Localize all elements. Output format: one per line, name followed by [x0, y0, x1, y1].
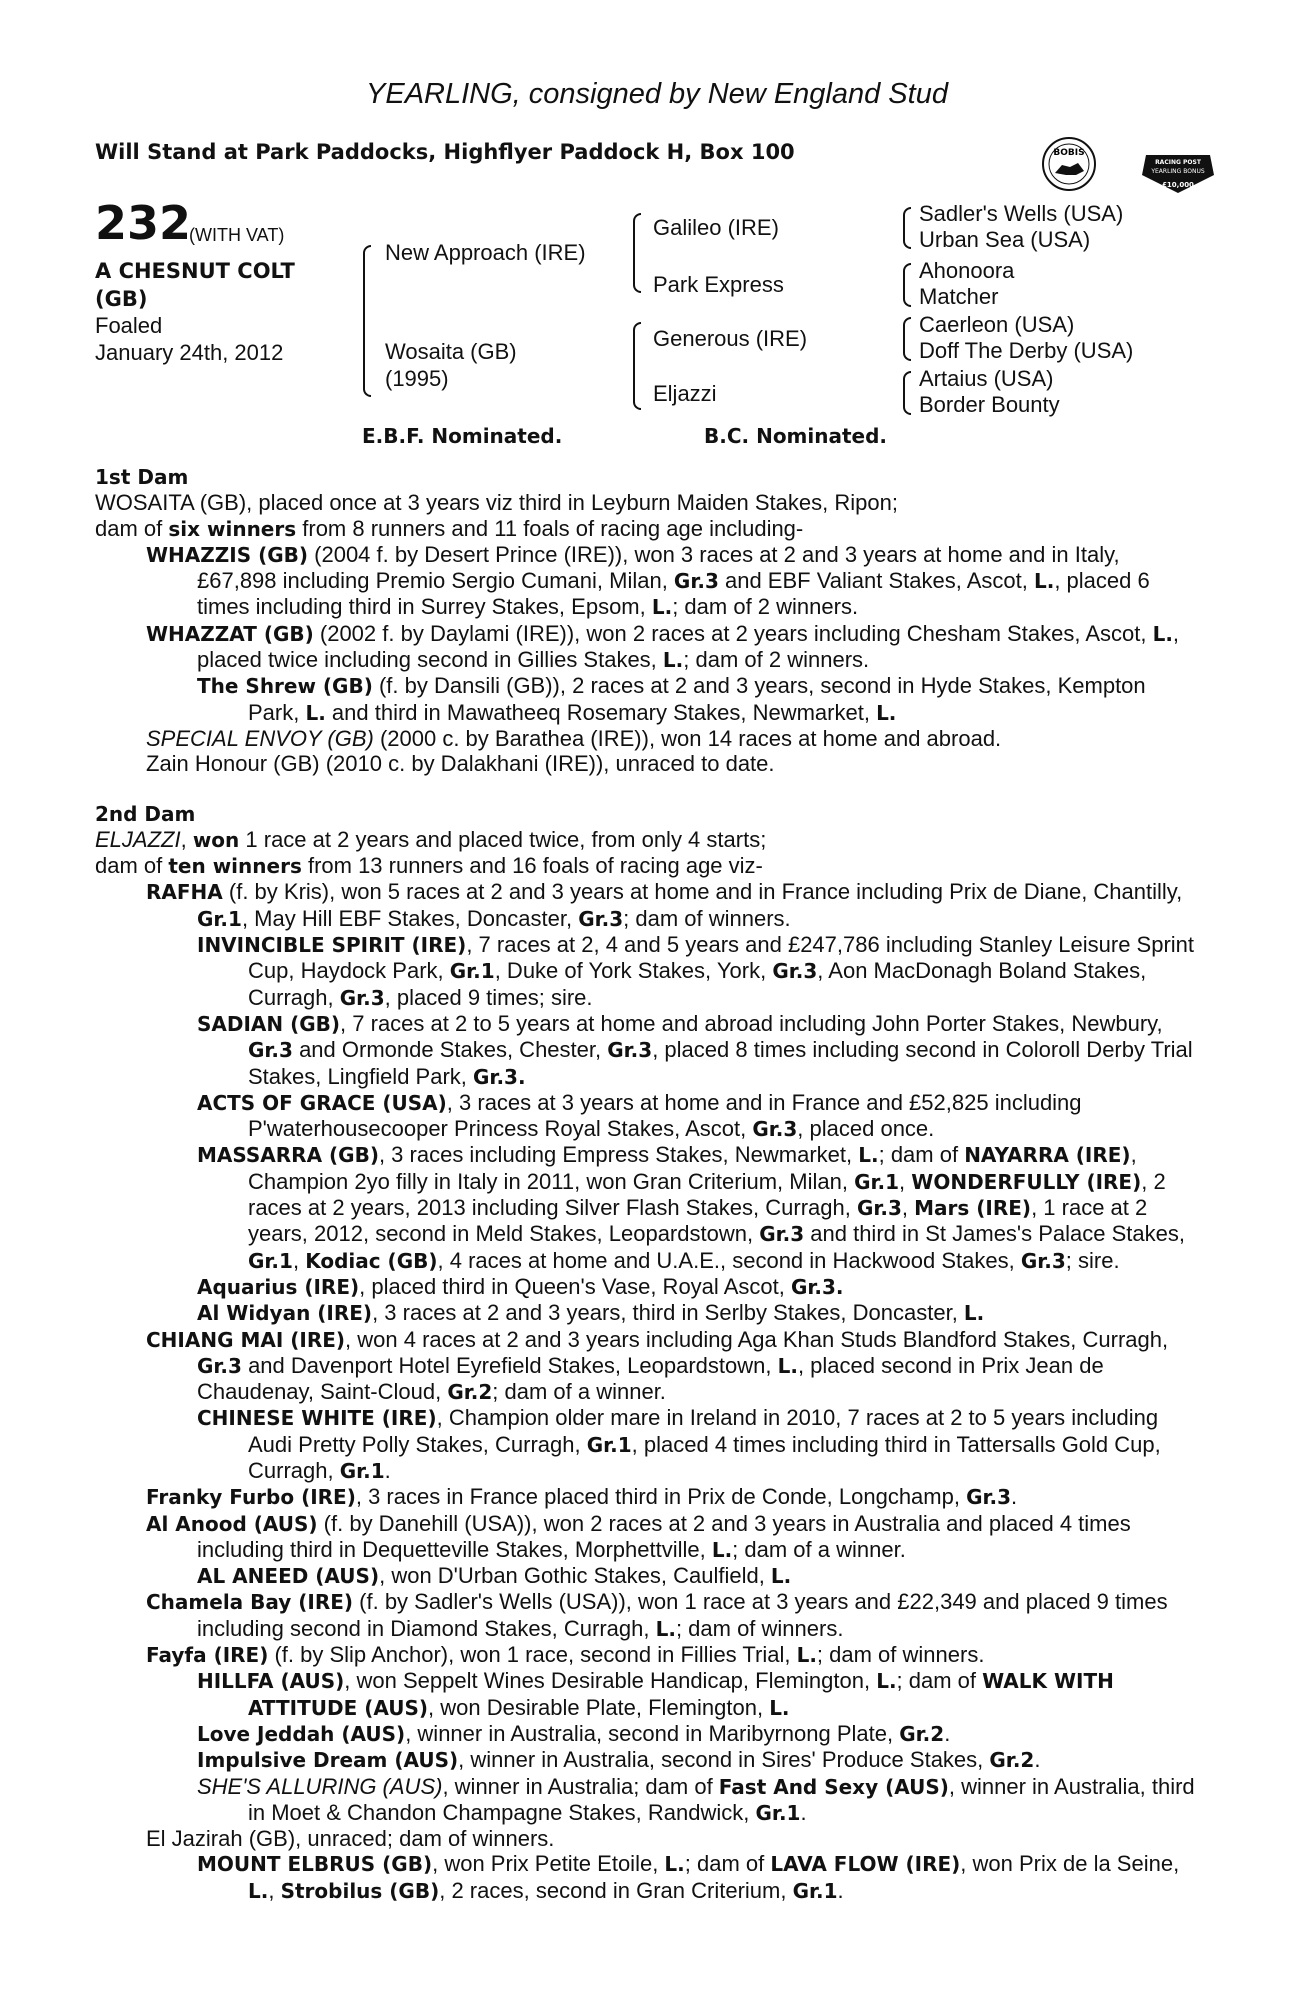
- entry-text: , May Hill EBF Stakes, Doncaster,: [241, 905, 579, 931]
- horse-name: Strobilus (GB): [280, 1878, 440, 1903]
- pedigree-ggs-8: Border Bounty: [919, 392, 1060, 417]
- entry-text: , placed second in Prix Jean de Chaudenay, Saint-Cloud,: [197, 1352, 1104, 1405]
- entry-text: , won Seppelt Wines Desirable Handicap, Flemington,: [344, 1668, 877, 1694]
- entry-text: , 1 race at 2 years, 2012, second in Meld Stakes, Leopardstown,: [248, 1195, 1148, 1247]
- bc-nominated: B.C. Nominated.: [704, 424, 888, 448]
- grade: Gr.3: [607, 1038, 653, 1063]
- grade: L.: [1152, 621, 1173, 646]
- grade: Gr.3: [772, 959, 818, 984]
- intro-text: dam of: [95, 515, 169, 541]
- horse-name: RAFHA: [146, 880, 223, 905]
- lot-description: [95, 257, 295, 313]
- entry-text: ,: [899, 1168, 912, 1194]
- bobis-logo: [1040, 135, 1098, 193]
- grade: L.: [248, 1878, 269, 1903]
- pedigree-gs1: Galileo (IRE): [653, 215, 779, 240]
- grade: Gr.1: [792, 1878, 838, 1903]
- entry-text: ,: [292, 1247, 306, 1273]
- grade: Gr.3: [248, 1038, 293, 1063]
- grade: L.: [305, 700, 326, 725]
- ebf-nominated: E.B.F. Nominated.: [362, 424, 563, 448]
- pedigree-ggs-1: Sadler's Wells (USA): [919, 201, 1124, 226]
- grade: L.: [876, 1669, 897, 1694]
- pedigree-brace-g1: [903, 207, 911, 249]
- grade: Gr.3: [578, 906, 624, 931]
- entry-text: , 3 races in France placed third in Prix de Conde, Longchamp,: [355, 1484, 967, 1510]
- pedigree-gs2: Generous (IRE): [653, 326, 808, 351]
- foaled-block: [95, 312, 283, 366]
- grade: L.: [858, 1143, 879, 1168]
- grade: Gr.1: [248, 1248, 293, 1273]
- produce-entry: [146, 1484, 1195, 1510]
- produce-entry: [146, 751, 1195, 776]
- grade: L.: [1033, 569, 1055, 594]
- grade: Gr.1: [586, 1432, 632, 1457]
- grade: Gr.3: [673, 569, 719, 594]
- entry-text: , winner in Australia, third in Moet & Chandon Champagne Stakes, Randwick,: [248, 1773, 1195, 1825]
- produce-entry: [146, 621, 1195, 674]
- horse-name: HILLFA (AUS): [197, 1669, 345, 1694]
- entry-text: , 4 races at home and U.A.E., second in Hackwood Stakes,: [437, 1247, 1021, 1273]
- entry-text: , 7 races at 2 to 5 years at home and abroad including John Porter Stakes, Newbury,: [340, 1010, 1163, 1036]
- bobis-text: BOBIS: [1053, 148, 1085, 158]
- horse-name: WONDERFULLY (IRE): [911, 1169, 1142, 1194]
- winners-count: ten winners: [168, 854, 302, 879]
- intro-text: 1 race at 2 years and placed twice, from only 4 starts;: [239, 826, 767, 852]
- horse-name: SPECIAL ENVOY (GB): [146, 725, 374, 751]
- produce-entry: [146, 879, 1195, 932]
- horse-name: CHIANG MAI (IRE): [146, 1327, 346, 1352]
- foaled-label: Foaled: [95, 313, 163, 338]
- entry-text: , placed twice including second in Gillies Stakes,: [197, 620, 1180, 673]
- produce-entry: [197, 1747, 1195, 1773]
- entry-text: ,: [268, 1877, 281, 1903]
- entry-text: Zain Honour (GB) (2010 c. by Dalakhani (IRE)), unraced to date.: [146, 751, 775, 777]
- entry-text: , winner in Australia, second in Maribyrnong Plate,: [405, 1720, 900, 1746]
- entry-text: , 2 races at 2 years, 2013 including Silver Flash Stakes, Curragh,: [248, 1168, 1166, 1221]
- produce-entry: [197, 1142, 1195, 1273]
- horse-name: NAYARRA (IRE): [964, 1143, 1131, 1168]
- produce-entry: [197, 1563, 1195, 1589]
- pedigree-dam: Wosaita (GB): [385, 339, 517, 364]
- grade: Gr.3.: [473, 1064, 526, 1089]
- page-title: YEARLING, consigned by New England Stud: [366, 78, 948, 110]
- grade: Gr.3: [1020, 1248, 1066, 1273]
- entry-text: (2002 f. by Daylami (IRE)), won 2 races at 2 years including Chesham Stakes, Ascot,: [313, 620, 1153, 646]
- entry-text: (f. by Sadler's Wells (USA)), won 1 race at 3 years and £22,349 and placed 9 times including second in Diamond Stakes, Curragh,: [197, 1589, 1168, 1641]
- second-dam-intro: [95, 827, 1195, 880]
- grade: L.: [664, 1852, 685, 1877]
- pedigree-gd1: Park Express: [653, 272, 784, 297]
- produce-entry: [197, 673, 1195, 726]
- horse-name: The Shrew (GB): [197, 674, 373, 699]
- grade: Gr.3: [197, 1353, 242, 1378]
- colt-line-2: (GB): [95, 287, 148, 311]
- entry-text: , 3 races at 2 and 3 years, third in Serlby Stakes, Doncaster,: [372, 1300, 964, 1326]
- won-word: won: [192, 827, 240, 852]
- entry-text: , won Desirable Plate, Flemington,: [428, 1694, 770, 1720]
- grade: Gr.3: [759, 1222, 805, 1247]
- produce-entry: [197, 932, 1195, 1011]
- horse-name: Aquarius (IRE): [197, 1274, 360, 1299]
- second-dam-heading: 2nd Dam: [95, 801, 196, 826]
- grade: L.: [651, 595, 673, 620]
- entry-text: ; dam of: [684, 1851, 771, 1877]
- entry-text: (f. by Dansili (GB)), 2 races at 2 and 3 years, second in Hyde Stakes, Kempton Park,: [248, 673, 1146, 725]
- horse-name: CHINESE WHITE (IRE): [197, 1406, 437, 1431]
- horse-name: Al Anood (AUS): [146, 1511, 318, 1536]
- entry-text: ; sire.: [1065, 1247, 1120, 1273]
- horse-name: Love Jeddah (AUS): [197, 1721, 406, 1746]
- pedigree-ggs-6: Doff The Derby (USA): [919, 338, 1134, 363]
- entry-text: .: [944, 1720, 951, 1746]
- grade: Gr.2: [447, 1380, 493, 1405]
- grade: Gr.1: [449, 959, 495, 984]
- horse-name: Chamela Bay (IRE): [146, 1590, 354, 1615]
- entry-text: , won D'Urban Gothic Stakes, Caulfield,: [379, 1563, 771, 1589]
- foaled-date: January 24th, 2012: [95, 340, 284, 365]
- produce-entry: [197, 1090, 1195, 1143]
- horse-name: INVINCIBLE SPIRIT (IRE): [197, 933, 467, 958]
- grade: L.: [769, 1695, 790, 1720]
- produce-entry: [146, 1511, 1195, 1564]
- yearling-bonus-logo: [1140, 145, 1216, 197]
- grade: L.: [770, 1564, 792, 1589]
- entry-text: (f. by Danehill (USA)), won 2 races at 2 and 3 years in Australia and placed 4 times including third in Dequetteville Stakes, Morphettville,: [197, 1510, 1131, 1562]
- horse-name: SADIAN (GB): [197, 1011, 341, 1036]
- grade: Gr.3: [856, 1196, 902, 1221]
- pedigree-ggs-7: Artaius (USA): [919, 366, 1054, 391]
- grade: L.: [963, 1301, 985, 1326]
- pedigree-brace-main: [363, 245, 371, 397]
- produce-entry: [146, 726, 1195, 751]
- entry-text: , Champion 2yo filly in Italy in 2011, won Gran Criterium, Milan,: [248, 1142, 1137, 1194]
- grade: Gr.3.: [790, 1274, 844, 1299]
- grade: L.: [777, 1353, 798, 1378]
- entry-text: and Ormonde Stakes, Chester,: [292, 1037, 608, 1063]
- produce-entry: [146, 1826, 1195, 1851]
- horse-name: Impulsive Dream (AUS): [197, 1748, 459, 1773]
- entry-text: ; dam of: [878, 1142, 965, 1168]
- grade: Gr.1: [755, 1800, 801, 1825]
- entry-text: ; dam of 2 winners.: [683, 647, 870, 673]
- dam-name: ELJAZZI: [95, 826, 181, 852]
- pedigree-dam-year: (1995): [385, 366, 449, 391]
- horse-name: Al Widyan (IRE): [197, 1301, 373, 1326]
- entry-text: El Jazirah (GB), unraced; dam of winners.: [146, 1826, 555, 1852]
- grade: L.: [876, 700, 897, 725]
- first-dam-intro: [95, 490, 1195, 542]
- horse-name: LAVA FLOW (IRE): [770, 1852, 961, 1877]
- entry-text: and EBF Valiant Stakes, Ascot,: [718, 568, 1034, 594]
- entry-text: , Duke of York Stakes, York,: [494, 958, 773, 984]
- entry-text: .: [800, 1799, 807, 1825]
- horse-name: Franky Furbo (IRE): [146, 1485, 356, 1510]
- grade: L.: [711, 1537, 733, 1562]
- produce-entry: [197, 1851, 1195, 1904]
- intro-text: ,: [180, 826, 193, 852]
- entry-text: and Davenport Hotel Eyrefield Stakes, Leopardstown,: [241, 1352, 778, 1378]
- produce-entry: [146, 1642, 1195, 1668]
- entry-text: ; dam of: [896, 1668, 983, 1694]
- entry-text: , won Prix de la Seine,: [960, 1851, 1180, 1877]
- grade: Gr.2: [989, 1748, 1035, 1773]
- produce-entry: [146, 1589, 1195, 1642]
- pedigree-brace-dam: [633, 322, 641, 410]
- pedigree-brace-g4: [903, 371, 911, 415]
- horse-name: AL ANEED (AUS): [197, 1564, 380, 1589]
- first-dam-heading: 1st Dam: [95, 465, 189, 489]
- entry-text: .: [1034, 1747, 1041, 1773]
- first-dam-intro-1: WOSAITA (GB), placed once at 3 years viz third in Leyburn Maiden Stakes, Ripon;: [95, 490, 898, 516]
- entry-text: , 2 races, second in Gran Criterium,: [439, 1877, 793, 1903]
- produce-entry: [146, 1327, 1195, 1406]
- colt-line-1: A CHESNUT COLT: [95, 259, 295, 283]
- pedigree-ggs-3: Ahonoora: [919, 258, 1015, 283]
- horse-name: Kodiac (GB): [305, 1248, 438, 1273]
- produce-entry: [197, 1274, 1195, 1300]
- grade: Gr.3: [966, 1485, 1012, 1510]
- entry-text: ; dam of 2 winners.: [672, 594, 859, 620]
- produce-entry: [197, 1721, 1195, 1747]
- entry-text: (2000 c. by Barathea (IRE)), won 14 races at home and abroad.: [373, 725, 1002, 751]
- entry-text: ; dam of a winner.: [492, 1379, 666, 1405]
- entry-text: , placed 6 times including third in Surrey Stakes, Epsom,: [197, 568, 1150, 620]
- pedigree-brace-g3: [903, 317, 911, 361]
- pedigree-ggs-2: Urban Sea (USA): [919, 227, 1091, 252]
- grade: L.: [662, 648, 684, 673]
- horse-name: WHAZZIS (GB): [146, 542, 309, 567]
- entry-text: , 7 races at 2, 4 and 5 years and £247,786 including Stanley Leisure Sprint Cup, Haydock Park,: [248, 932, 1195, 984]
- lot-number: 232: [95, 196, 192, 250]
- intro-text: from 13 runners and 16 foals of racing age viz-: [301, 853, 763, 879]
- grade: Gr.3: [752, 1117, 798, 1142]
- produce-entry: [197, 1668, 1195, 1721]
- entry-text: (f. by Slip Anchor), won 1 race, second in Fillies Trial,: [268, 1642, 797, 1668]
- entry-text: , won Prix Petite Etoile,: [432, 1851, 665, 1877]
- entry-text: , 3 races at 3 years at home and in France and £52,825 including P'waterhousecooper Princess Royal Stakes, Ascot,: [248, 1089, 1082, 1142]
- bonus-mid-text: YEARLING BONUS: [1151, 168, 1205, 175]
- entry-text: .: [1011, 1484, 1018, 1510]
- horse-name: Mars (IRE): [914, 1196, 1032, 1221]
- produce-entry: [197, 1774, 1195, 1827]
- grade: Gr.1: [854, 1169, 900, 1194]
- bonus-top-text: RACING POST: [1155, 159, 1201, 166]
- pedigree-gd2: Eljazzi: [653, 381, 717, 406]
- produce-entry: [197, 1405, 1195, 1484]
- pedigree-ggs-5: Caerleon (USA): [919, 312, 1075, 337]
- horse-name: WHAZZAT (GB): [146, 621, 314, 646]
- horse-name: ACTS OF GRACE (USA): [197, 1090, 447, 1115]
- produce-entry: [146, 542, 1195, 621]
- entry-text: , placed 9 times; sire.: [384, 984, 593, 1010]
- bonus-amount-text: £10,000: [1162, 181, 1194, 189]
- horse-name: WALK WITH ATTITUDE (AUS): [248, 1669, 1114, 1720]
- horse-name: Fayfa (IRE): [146, 1643, 269, 1668]
- pedigree-ggs-4: Matcher: [919, 284, 999, 309]
- grade: Gr.1: [339, 1458, 385, 1483]
- intro-text: from 8 runners and 11 foals of racing age including-: [296, 515, 804, 541]
- winners-count: six winners: [168, 516, 297, 541]
- catalogue-body: [95, 465, 1195, 1904]
- entry-text: , Champion older mare in Ireland in 2010, 7 races at 2 to 5 years including Audi Pretty Polly Stakes, Curragh,: [248, 1405, 1159, 1457]
- horse-name: SHE'S ALLURING (AUS): [197, 1773, 443, 1799]
- entry-text: , 3 races including Empress Stakes, Newmarket,: [378, 1142, 859, 1168]
- stand-location: Will Stand at Park Paddocks, Highflyer Paddock H, Box 100: [95, 140, 795, 164]
- entry-text: , winner in Australia; dam of: [442, 1773, 719, 1799]
- entry-text: (2004 f. by Desert Prince (IRE)), won 3 races at 2 and 3 years at home and in Italy, £67,898 including Premio Sergio Cumani, Milan,: [197, 541, 1120, 594]
- entry-text: ; dam of a winner.: [732, 1536, 906, 1562]
- entry-text: , placed third in Queen's Vase, Royal Ascot,: [359, 1273, 791, 1299]
- entry-text: , Aon MacDonagh Boland Stakes, Curragh,: [248, 958, 1147, 1010]
- horse-name: MOUNT ELBRUS (GB): [197, 1852, 433, 1877]
- entry-text: (f. by Kris), won 5 races at 2 and 3 years at home and in France including Prix de Diane, Chantilly,: [222, 879, 1183, 905]
- grade: L.: [655, 1616, 676, 1641]
- grade: Gr.3: [339, 985, 385, 1010]
- entry-text: and third in Mawatheeq Rosemary Stakes, Newmarket,: [325, 699, 877, 725]
- pedigree-brace-sire: [633, 213, 641, 293]
- entry-text: , winner in Australia, second in Sires' Produce Stakes,: [458, 1747, 990, 1773]
- pedigree-sire: New Approach (IRE): [385, 240, 586, 265]
- entry-text: ; dam of winners.: [675, 1615, 844, 1641]
- entry-text: , placed once.: [797, 1116, 935, 1142]
- grade: Gr.1: [197, 906, 242, 931]
- produce-entry: [197, 1300, 1195, 1326]
- entry-text: , placed 4 times including third in Tattersalls Gold Cup, Curragh,: [248, 1431, 1161, 1483]
- entry-text: and third in St James's Palace Stakes,: [804, 1221, 1185, 1247]
- vat-note: (WITH VAT): [189, 225, 285, 245]
- entry-text: ; dam of winners.: [816, 1642, 985, 1668]
- entry-text: .: [384, 1457, 391, 1483]
- intro-text: dam of: [95, 853, 169, 879]
- grade: Gr.2: [899, 1721, 945, 1746]
- entry-text: , won 4 races at 2 and 3 years including Aga Khan Studs Blandford Stakes, Curragh,: [345, 1326, 1169, 1352]
- entry-text: , placed 8 times including second in Coloroll Derby Trial Stakes, Lingfield Park,: [248, 1037, 1193, 1089]
- grade: L.: [796, 1643, 817, 1668]
- entry-text: ,: [901, 1195, 915, 1221]
- entry-text: ; dam of winners.: [623, 905, 791, 931]
- horse-name: Fast And Sexy (AUS): [718, 1774, 949, 1799]
- produce-entry: [197, 1011, 1195, 1090]
- pedigree-brace-g2: [903, 263, 911, 307]
- entry-text: .: [837, 1877, 844, 1903]
- horse-name: MASSARRA (GB): [197, 1143, 379, 1168]
